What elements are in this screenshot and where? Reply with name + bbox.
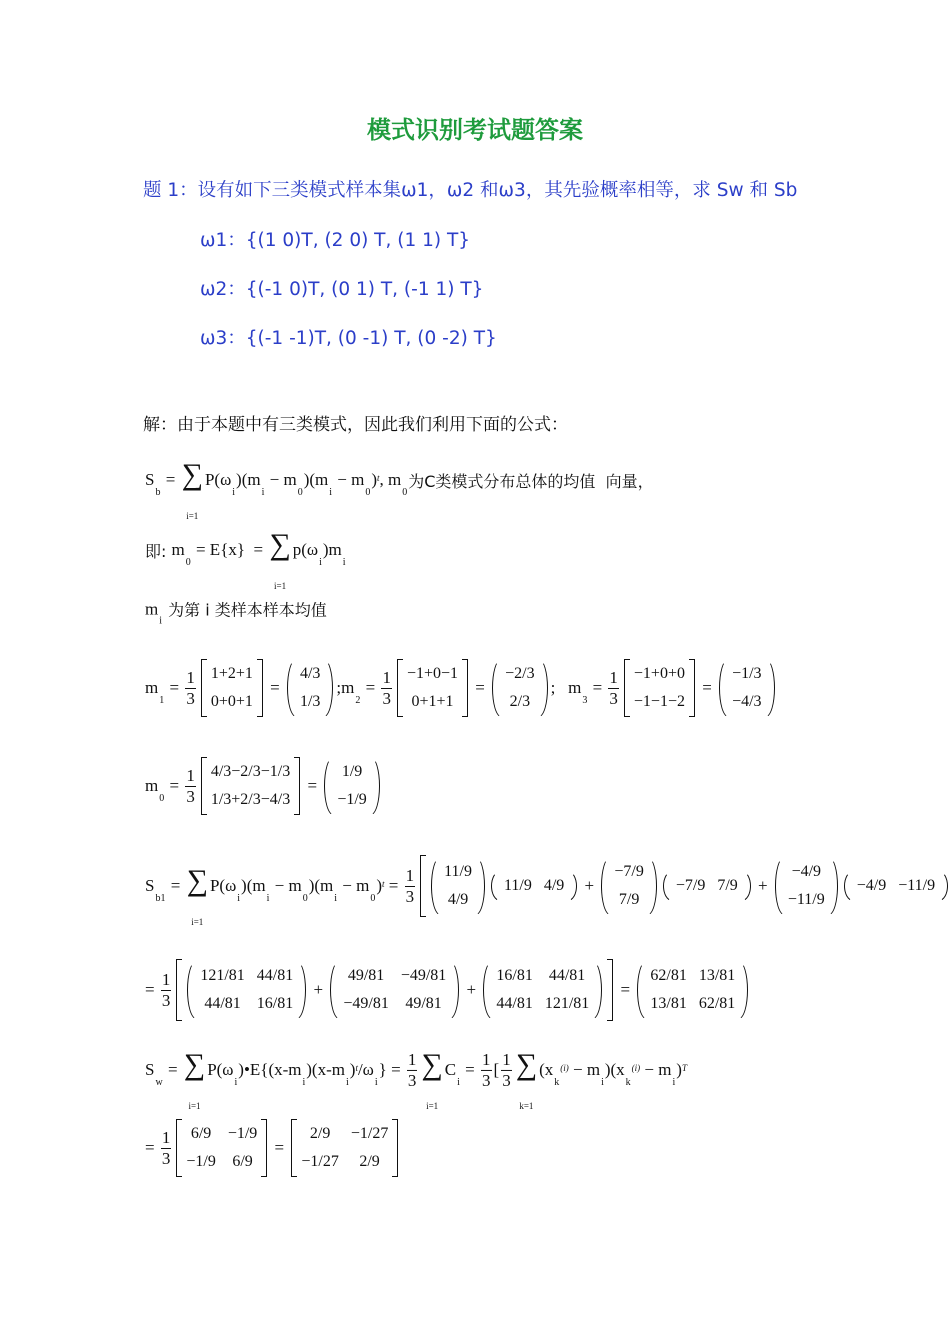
math-text: S [145, 470, 155, 489]
math-text: C [444, 1060, 457, 1079]
left-paren [492, 659, 501, 717]
bracket-matrix [201, 757, 300, 815]
matrix-cell: 44/81 [496, 995, 533, 1012]
paren-matrix [601, 857, 656, 915]
math-text: P(ω [207, 1060, 234, 1079]
right-paren [739, 961, 748, 1019]
math-text: = [384, 876, 403, 895]
fraction [501, 1050, 512, 1090]
subscript: b1 [155, 892, 166, 904]
left-paren [431, 857, 440, 915]
right-bracket [689, 659, 695, 717]
formula-mi-note [145, 598, 327, 627]
formula-sw-definition [145, 1048, 687, 1111]
right-paren [593, 961, 602, 1019]
summation: ∑ k=1 [515, 1048, 538, 1111]
matrix-cell: 0+0+1 [210, 693, 253, 710]
matrix-cell: 4/9 [543, 877, 565, 894]
math-text: + [462, 980, 481, 999]
formula-sw-result [145, 1119, 401, 1177]
summation-sign-icon: ∑ [181, 458, 203, 491]
matrix-cell: 4/9 [447, 891, 469, 908]
matrix-cell: 13/81 [650, 995, 687, 1012]
big-bracket-group [176, 959, 613, 1021]
math-text: /ω [357, 1060, 374, 1079]
math-text: )(m [236, 470, 261, 489]
math-text: )•E{(x-m [238, 1060, 302, 1079]
summation-sign-icon: ∑ [269, 528, 291, 561]
matrix-cell: −7/9 [675, 877, 706, 894]
formula-m0-definition [145, 528, 347, 591]
formula-m0-value [145, 757, 383, 815]
right-bracket [294, 757, 300, 815]
matrix-cell: −1/27 [350, 1125, 389, 1142]
subscript: 0 [402, 486, 408, 498]
matrix-cell: 11/9 [444, 863, 472, 880]
left-paren [663, 871, 672, 901]
numerator: 1 [161, 969, 171, 989]
math-text: m [145, 776, 159, 795]
subscript: k [554, 1076, 560, 1088]
subscript: 0 [297, 486, 303, 498]
matrix-cell: 2/9 [359, 1153, 380, 1170]
matrix-cell: −7/9 [614, 863, 644, 880]
math-text: = [163, 1060, 182, 1079]
math-text: } = [378, 1060, 405, 1079]
denominator: 3 [609, 688, 618, 708]
superscript: t [377, 473, 380, 483]
right-paren [568, 871, 577, 901]
fraction [185, 668, 196, 708]
big-bracket-group [420, 855, 950, 917]
numerator: 1 [186, 765, 195, 785]
matrix-body [853, 871, 939, 901]
matrix-body [646, 961, 739, 1019]
matrix-body [207, 757, 294, 815]
math-text: P(ω [204, 470, 232, 489]
solution-intro: 解：由于本题中有三类模式，因此我们利用下面的公式： [143, 415, 568, 435]
matrix-body [630, 659, 689, 717]
matrix-cell: −2/3 [505, 665, 535, 682]
math-text: P(ω [209, 876, 237, 895]
bracket-matrix [176, 1119, 267, 1177]
matrix-cell: 1/3+2/3−4/3 [210, 791, 291, 808]
math-text: − m [333, 470, 365, 489]
paren-matrix [330, 961, 459, 1019]
math-text: 即: [145, 541, 172, 561]
math-text: = [166, 876, 185, 895]
superscript: (i) [560, 1063, 569, 1073]
math-text: ; m [550, 678, 582, 697]
formula-sb1-result [145, 959, 751, 1021]
math-text: )(m [308, 876, 334, 895]
left-paren [330, 961, 339, 1019]
summation-sign-icon: ∑ [515, 1048, 538, 1081]
matrix-cell: 6/9 [190, 1125, 212, 1142]
superscript: T [681, 1063, 687, 1073]
class-omega1: ω1：{(1 0)T, (2 0) T, (1 1) T} [200, 230, 471, 251]
summation: ∑ i=1 [421, 1048, 443, 1111]
right-paren [450, 961, 459, 1019]
math-text: )(x-m [306, 1060, 345, 1079]
left-paren [324, 757, 333, 815]
math-text: − m [568, 1060, 601, 1079]
subscript: 3 [582, 694, 588, 706]
subscript: i [345, 1076, 349, 1088]
numerator: 1 [186, 667, 195, 687]
matrix-cell: 49/81 [405, 995, 442, 1012]
fraction [481, 1050, 492, 1090]
matrix-cell: −1/9 [337, 791, 367, 808]
matrix-cell: 1/9 [341, 763, 363, 780]
right-paren [297, 961, 306, 1019]
subscript: i [237, 892, 241, 904]
math-text: = [165, 776, 184, 795]
math-text: (x [539, 1060, 554, 1079]
left-paren [637, 961, 646, 1019]
math-text: [ [493, 1060, 500, 1079]
formula-sb1-expansion [145, 855, 950, 927]
numerator: 1 [609, 667, 618, 687]
subscript: i [342, 556, 346, 568]
math-text: S [145, 876, 155, 895]
question-text: 题 1：设有如下三类模式样本集ω1，ω2 和ω3，其先验概率相等，求 Sw 和 Sb [143, 180, 798, 201]
math-text: − m [640, 1060, 672, 1079]
matrix-body [297, 1119, 392, 1177]
bracket-matrix [397, 659, 468, 717]
math-text: 为第 i 类样本样本均值 [163, 600, 327, 620]
math-text: ;m [336, 678, 355, 697]
matrix-cell: −1/3 [732, 665, 762, 682]
math-text: = [460, 1060, 480, 1079]
summation: ∑ i=1 [181, 458, 203, 521]
subscript: w [155, 1076, 163, 1088]
math-text: + [309, 980, 328, 999]
right-paren [648, 857, 657, 915]
fraction [381, 668, 392, 708]
subscript: 1 [159, 694, 165, 706]
summation-sign-icon: ∑ [421, 1048, 443, 1081]
math-text: )(m [303, 470, 329, 489]
matrix-body [440, 857, 476, 915]
matrix-body [296, 659, 324, 717]
numerator: 1 [407, 1049, 417, 1069]
summation: ∑ i=1 [183, 1048, 206, 1111]
math-text: = [697, 678, 717, 697]
matrix-cell: −11/9 [898, 877, 936, 894]
matrix-body [501, 659, 538, 717]
matrix-cell: 121/81 [200, 967, 245, 984]
math-text: m [171, 540, 185, 559]
matrix-cell: 2/9 [309, 1125, 331, 1142]
paren-matrix [492, 659, 547, 717]
subscript: i [329, 486, 333, 498]
right-bracket [261, 1119, 267, 1177]
left-paren [287, 659, 296, 717]
left-paren [491, 871, 500, 901]
matrix-cell: −1/9 [186, 1153, 216, 1170]
paren-matrix [491, 871, 577, 901]
math-text: − m [265, 470, 297, 489]
matrix-cell: 6/9 [232, 1153, 253, 1170]
right-paren [742, 871, 751, 901]
paren-matrix [775, 857, 838, 915]
matrix-cell: −1/27 [301, 1153, 339, 1170]
math-text: )(m [241, 876, 266, 895]
subscript: i [334, 892, 338, 904]
page-title: 模式识别考试题答案 [367, 116, 583, 144]
matrix-body [672, 871, 742, 901]
matrix-cell: 7/9 [717, 877, 738, 894]
subscript: 0 [302, 892, 308, 904]
math-text: = E{x} = [191, 540, 268, 559]
subscript: i [374, 1076, 378, 1088]
matrix-cell: 11/9 [503, 877, 532, 894]
matrix-body [610, 857, 647, 915]
subscript: b [155, 486, 161, 498]
matrix-cell: 49/81 [347, 967, 385, 984]
matrix-cell: 13/81 [698, 967, 736, 984]
denominator: 3 [405, 886, 415, 906]
math-text: = [361, 678, 380, 697]
matrix-cell: −1+0−1 [406, 665, 459, 682]
right-paren [371, 757, 380, 815]
right-bracket [462, 659, 468, 717]
math-text: = [303, 776, 322, 795]
math-text: + [753, 876, 772, 895]
subscript: i [319, 556, 322, 568]
matrix-cell: 121/81 [544, 995, 590, 1012]
denominator: 3 [186, 688, 195, 708]
matrix-cell: 7/9 [618, 891, 640, 908]
matrix-cell: −49/81 [343, 995, 389, 1012]
right-paren [766, 659, 775, 717]
paren-matrix [663, 871, 751, 901]
summation-sign-icon: ∑ [186, 864, 208, 897]
matrix-body [182, 1119, 261, 1177]
numerator: 1 [502, 1049, 511, 1069]
left-paren [844, 871, 853, 901]
denominator: 3 [161, 990, 171, 1010]
matrix-cell: 62/81 [698, 995, 736, 1012]
matrix-cell: −4/9 [791, 863, 822, 880]
summation-sign-icon: ∑ [183, 1048, 206, 1081]
subscript: 2 [355, 694, 361, 706]
matrix-body [728, 659, 765, 717]
subscript: i [457, 1076, 460, 1088]
fraction [407, 1050, 418, 1090]
matrix-cell: 1+2+1 [210, 665, 253, 682]
matrix-body [784, 857, 829, 915]
superscript: (i) [631, 1063, 641, 1073]
subscript: i [232, 486, 236, 498]
subscript: i [266, 892, 270, 904]
matrix-cell: 1/3 [299, 693, 321, 710]
bracket-matrix [291, 1119, 398, 1177]
left-paren [719, 659, 728, 717]
superscript: t [382, 879, 385, 889]
math-text: ) [376, 876, 382, 895]
numerator: 1 [405, 865, 415, 885]
left-paren [601, 857, 610, 915]
right-bracket [257, 659, 263, 717]
denominator: 3 [186, 786, 195, 806]
paren-matrix [719, 659, 774, 717]
matrix-cell: 16/81 [496, 967, 533, 984]
matrix-cell: −1−1−2 [633, 693, 685, 710]
matrix-cell: 0+1+1 [411, 693, 454, 710]
math-text: ) [371, 470, 377, 489]
fraction [161, 970, 172, 1010]
subscript: 0 [365, 486, 371, 498]
formula-sb-definition [145, 458, 654, 521]
math-text: p(ω [292, 540, 319, 559]
subscript: i [672, 1076, 676, 1088]
matrix-cell: −49/81 [400, 967, 447, 984]
superscript: t [355, 1063, 358, 1073]
matrix-body [196, 961, 297, 1019]
math-text: + [580, 876, 599, 895]
right-paren [939, 871, 948, 901]
left-paren [775, 857, 784, 915]
subscript: i [234, 1076, 238, 1088]
fraction [161, 1128, 172, 1168]
math-text: = [145, 1138, 159, 1157]
numerator: 1 [382, 667, 391, 687]
denominator: 3 [407, 1070, 417, 1090]
paren-matrix [844, 871, 948, 901]
math-text: − m [270, 876, 302, 895]
matrix-cell: 44/81 [256, 967, 294, 984]
right-paren [829, 857, 838, 915]
fraction [608, 668, 619, 708]
summation: ∑ i=1 [269, 528, 291, 591]
math-text: m [145, 599, 159, 618]
bracket-matrix [201, 659, 263, 717]
right-paren [324, 659, 333, 717]
right-paren [539, 659, 548, 717]
matrix-body [403, 659, 462, 717]
matrix-body [339, 961, 450, 1019]
math-text: = [471, 678, 490, 697]
bracket-content [426, 855, 950, 917]
subscript: i [302, 1076, 306, 1088]
math-text: ) [676, 1060, 682, 1079]
matrix-body [492, 961, 593, 1019]
matrix-cell: 16/81 [256, 995, 294, 1012]
numerator: 1 [482, 1049, 491, 1069]
math-text: m [145, 678, 159, 697]
right-bracket [607, 959, 613, 1021]
subscript: i [159, 615, 163, 627]
class-omega3: ω3：{(-1 -1)T, (0 -1) T, (0 -2) T} [200, 328, 497, 349]
class-omega2: ω2：{(-1 0)T, (0 1) T, (-1 1) T} [200, 279, 484, 300]
matrix-cell: 4/3−2/3−1/3 [210, 763, 291, 780]
paren-matrix [187, 961, 306, 1019]
subscript: i [601, 1076, 604, 1088]
matrix-cell: 4/3 [299, 665, 321, 682]
paren-matrix [431, 857, 485, 915]
summation: ∑ i=1 [186, 864, 208, 927]
matrix-cell: −4/9 [856, 877, 887, 894]
numerator: 1 [161, 1127, 171, 1147]
math-text: S [145, 1060, 155, 1079]
denominator: 3 [502, 1070, 511, 1090]
matrix-body [500, 871, 568, 901]
bracket-content [182, 959, 607, 1021]
denominator: 3 [382, 688, 391, 708]
math-text: − m [338, 876, 370, 895]
denominator: 3 [161, 1148, 171, 1168]
math-text: = [616, 980, 635, 999]
matrix-cell: −1/9 [227, 1125, 258, 1142]
matrix-cell: 44/81 [548, 967, 586, 984]
math-text: = [270, 1138, 289, 1157]
paren-matrix [287, 659, 333, 717]
right-paren [476, 857, 485, 915]
denominator: 3 [482, 1070, 491, 1090]
formula-class-means [145, 659, 778, 717]
matrix-cell: −1+0+0 [633, 665, 685, 682]
matrix-cell: −11/9 [787, 891, 825, 908]
math-text: = [165, 678, 184, 697]
matrix-cell: −4/3 [732, 693, 762, 710]
subscript: 0 [185, 556, 191, 568]
bracket-matrix [624, 659, 695, 717]
subscript: k [625, 1076, 631, 1088]
left-paren [483, 961, 492, 1019]
matrix-body [207, 659, 257, 717]
right-bracket [392, 1119, 398, 1177]
matrix-cell: 62/81 [650, 967, 687, 984]
math-text: = [145, 980, 159, 999]
math-text: )m [322, 540, 342, 559]
math-text: ) [349, 1060, 356, 1079]
paren-matrix [483, 961, 602, 1019]
math-text: = [588, 678, 607, 697]
math-text: = [161, 470, 180, 489]
fraction [405, 866, 416, 906]
matrix-body [333, 757, 370, 815]
matrix-cell: 44/81 [204, 995, 241, 1012]
paren-matrix [637, 961, 748, 1019]
math-text: 为C类模式分布总体的均值 向量， [408, 471, 654, 491]
subscript: 0 [370, 892, 376, 904]
left-paren [187, 961, 196, 1019]
subscript: 0 [159, 792, 165, 804]
math-text: = [265, 678, 284, 697]
fraction [185, 766, 196, 806]
math-text: , m [379, 470, 402, 489]
math-text: )(x [604, 1060, 625, 1079]
matrix-cell: 2/3 [509, 693, 531, 710]
paren-matrix [324, 757, 379, 815]
subscript: i [261, 486, 265, 498]
